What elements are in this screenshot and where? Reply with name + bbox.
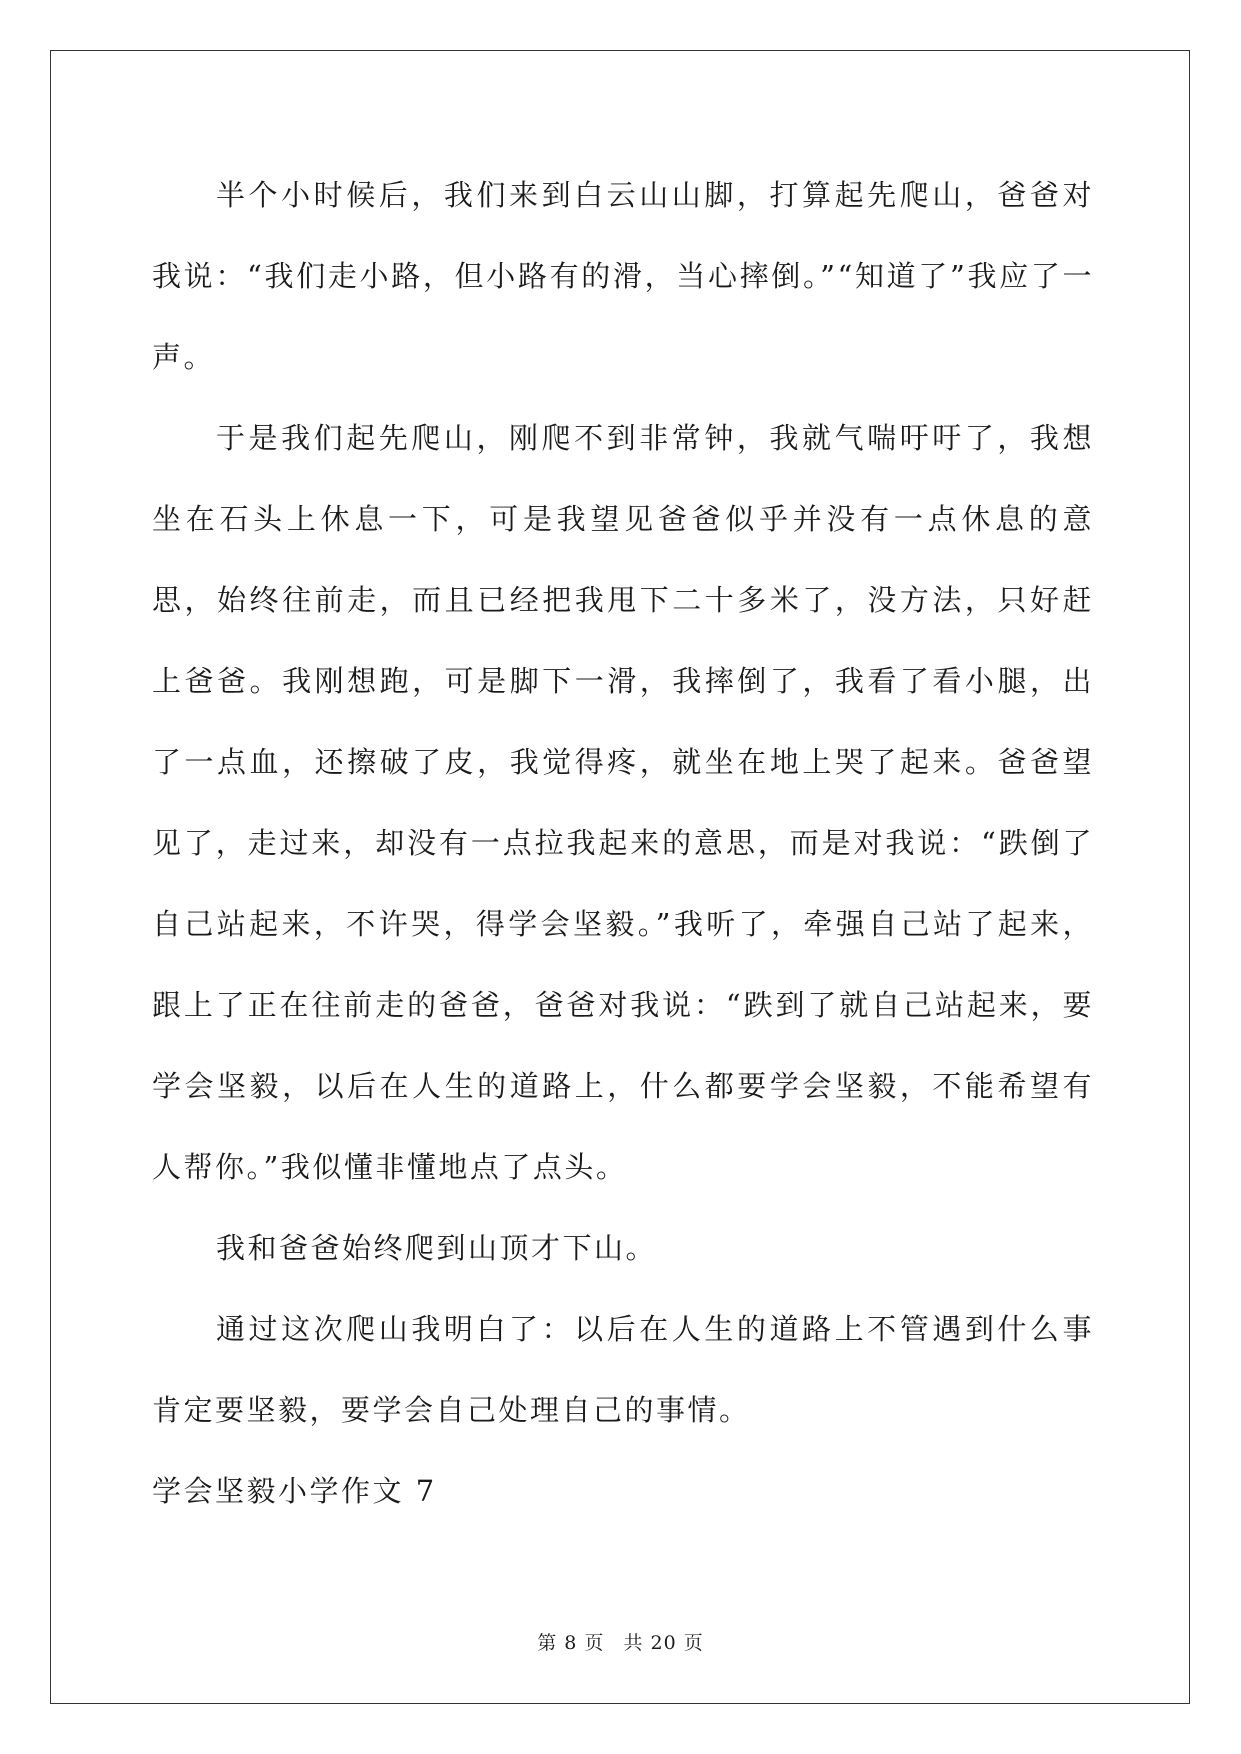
paragraph-3: 我和爸爸始终爬到山顶才下山。 xyxy=(216,1231,658,1265)
paragraph-1: 半个小时候后，我们来到白云山山脚，打算起先爬山，爸爸对我说：“我们走小路，但小路有的滑，当心摔倒。”“知道了”我应了一声。 xyxy=(152,178,1094,374)
section-title: 学会坚毅小学作文 7 xyxy=(152,1474,437,1508)
page-footer xyxy=(0,1628,1241,1655)
paragraph-4: 通过这次爬山我明白了：以后在人生的道路上不管遇到什么事肯定要坚毅，要学会自己处理自己的事情。 xyxy=(152,1312,1094,1427)
page-total: 共 20 页 xyxy=(623,1632,704,1654)
paragraph-2: 于是我们起先爬山，刚爬不到非常钟，我就气喘吁吁了，我想坐在石头上休息一下，可是我望见爸爸似乎并没有一点休息的意思，始终往前走，而且已经把我甩下二十多米了，没方法，只好赶上爸爸。我刚想跑，可是脚下一滑，我摔倒了，我看了看小腿，出了一点血，还擦破了皮，我觉得疼，就坐在地上哭了起来。爸爸望见了，走过来，却没有一点拉我起来的意思，而是对我说：“跌倒了自己站起来，不许哭，得学会坚毅。”我听了，牵强自己站了起来，跟上了正在往前走的爸爸，爸爸对我说：“跌到了就自己站起来，要学会坚毅，以后在人生的道路上，什么都要学会坚毅，不能希望有人帮你。”我似懂非懂地点了点头。 xyxy=(152,421,1094,1184)
page-number: 第 8 页 xyxy=(537,1632,605,1654)
document-body xyxy=(152,155,1094,1532)
